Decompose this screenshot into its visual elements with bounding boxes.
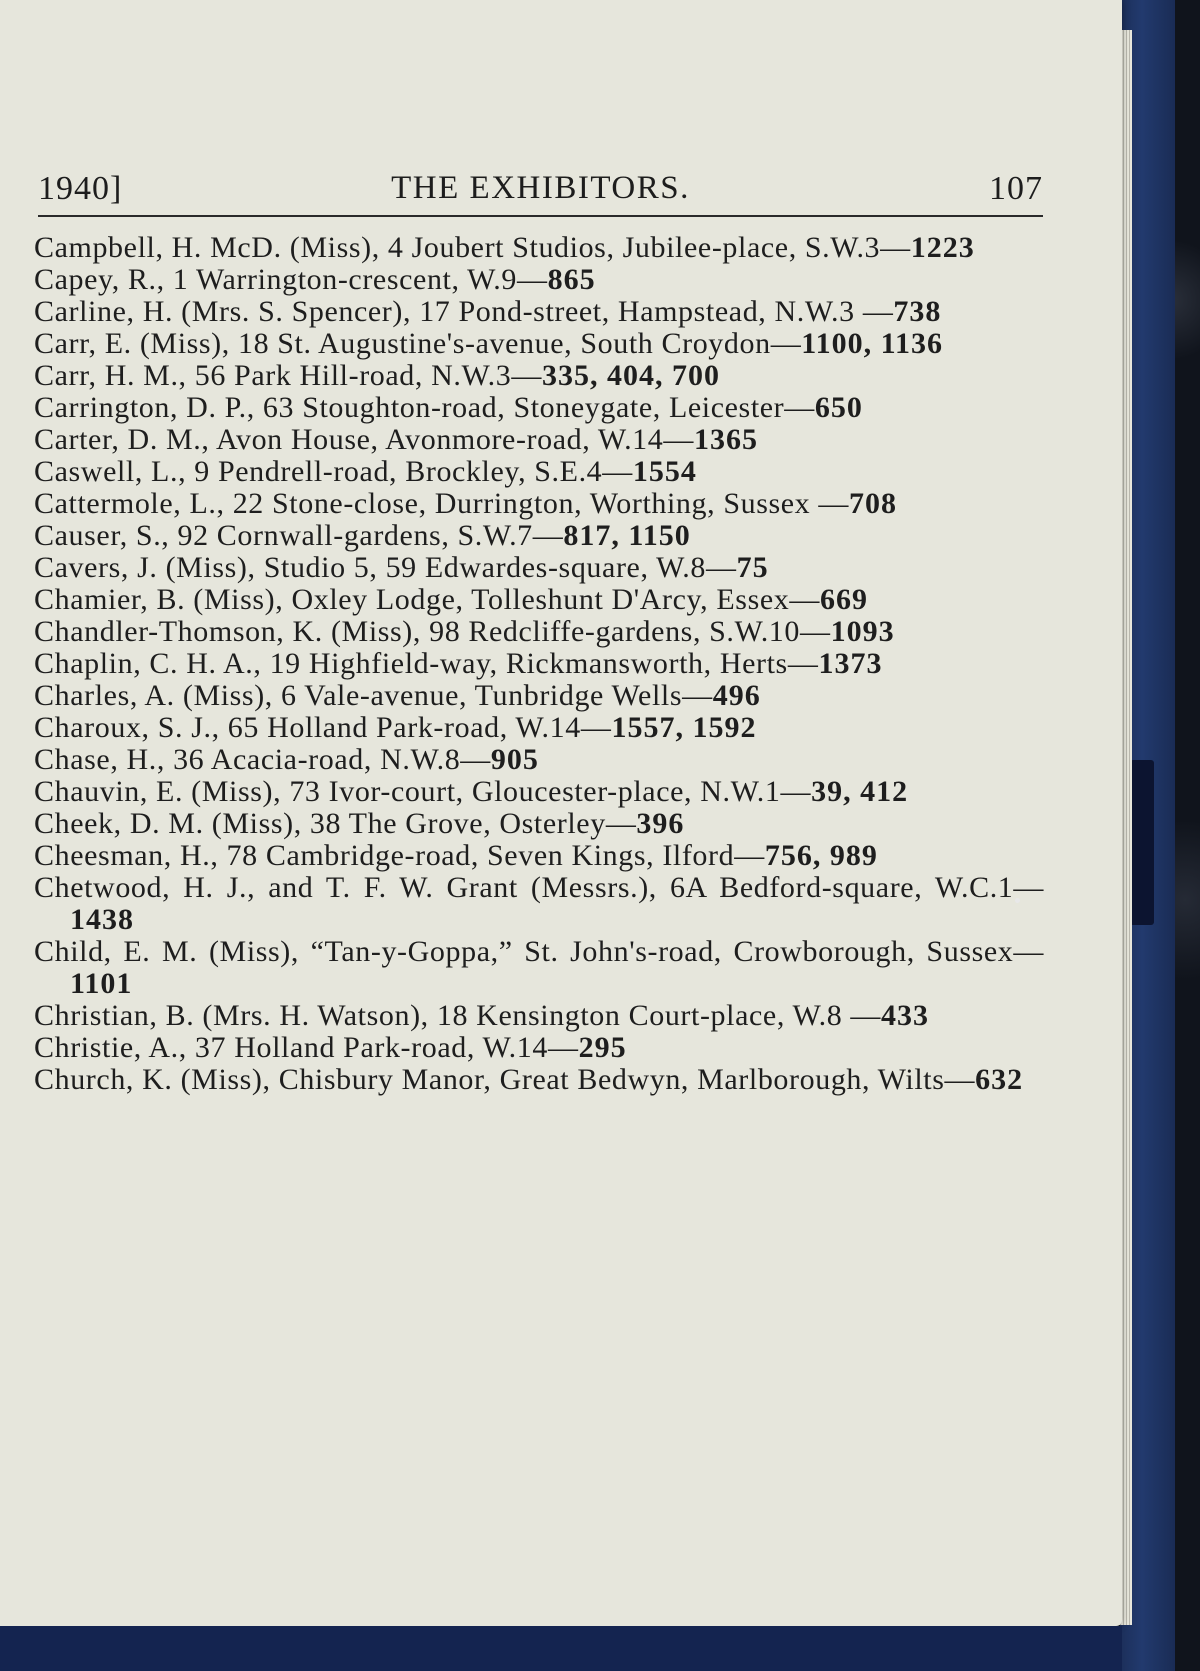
catalogue-numbers: 817, 1150 xyxy=(563,519,691,552)
exhibitor-address: Cheek, D. M. (Miss), 38 The Grove, Osterley— xyxy=(34,807,637,840)
exhibitor-address: Chetwood, H. J., and T. F. W. Grant (Messrs.), 6A Bedford-square, W.C.1— xyxy=(34,871,1044,904)
exhibitor-entry xyxy=(34,840,1044,872)
exhibitor-entry xyxy=(34,424,1044,456)
exhibitor-entry xyxy=(34,520,1044,552)
catalogue-numbers: 1101 xyxy=(70,967,133,1000)
exhibitor-entry xyxy=(34,392,1044,424)
catalogue-numbers: 738 xyxy=(893,295,942,328)
catalogue-numbers: 650 xyxy=(814,391,863,424)
catalogue-numbers: 1093 xyxy=(830,615,895,648)
catalogue-numbers: 496 xyxy=(712,679,761,712)
exhibitor-entry xyxy=(34,872,1044,936)
exhibitor-entry xyxy=(34,680,1044,712)
running-header xyxy=(38,170,1043,214)
header-rule xyxy=(38,215,1043,217)
exhibitor-address: Cattermole, L., 22 Stone-close, Durrington, Worthing, Sussex — xyxy=(34,487,849,520)
exhibitor-address: Christie, A., 37 Holland Park-road, W.14— xyxy=(34,1031,579,1064)
exhibitor-entry xyxy=(34,232,1044,264)
catalogue-numbers: 1557, 1592 xyxy=(611,711,757,744)
catalogue-numbers: 632 xyxy=(975,1063,1024,1096)
exhibitor-address: Carr, E. (Miss), 18 St. Augustine's-avenue, South Croydon— xyxy=(34,327,802,360)
catalogue-numbers: 708 xyxy=(848,487,897,520)
binding-bottom xyxy=(0,1626,1122,1671)
exhibitor-address: Carter, D. M., Avon House, Avonmore-road, W.14— xyxy=(34,423,694,456)
header-title: THE EXHIBITORS. xyxy=(391,170,690,206)
exhibitor-entry xyxy=(34,360,1044,392)
catalogue-numbers: 295 xyxy=(578,1031,627,1064)
exhibitor-entry xyxy=(34,1032,1044,1064)
exhibitor-entry xyxy=(34,456,1044,488)
exhibitor-entry xyxy=(34,584,1044,616)
catalogue-numbers: 756, 989 xyxy=(764,839,878,872)
exhibitor-address: Cheesman, H., 78 Cambridge-road, Seven Kings, Ilford— xyxy=(34,839,765,872)
ribbon-marker xyxy=(1130,760,1154,925)
exhibitor-address: Chaplin, C. H. A., 19 Highfield-way, Rickmansworth, Herts— xyxy=(34,647,819,680)
exhibitor-address: Cavers, J. (Miss), Studio 5, 59 Edwardes-square, W.8— xyxy=(34,551,737,584)
page-number: 107 xyxy=(989,170,1043,207)
catalogue-numbers: 335, 404, 700 xyxy=(541,359,720,392)
exhibitor-address: Chase, H., 36 Acacia-road, N.W.8— xyxy=(34,743,491,776)
exhibitor-entry xyxy=(34,616,1044,648)
exhibitor-address: Chandler-Thomson, K. (Miss), 98 Redcliffe-gardens, S.W.10— xyxy=(34,615,831,648)
catalogue-numbers: 905 xyxy=(490,743,539,776)
exhibitor-address: Carrington, D. P., 63 Stoughton-road, Stoneygate, Leicester— xyxy=(34,391,815,424)
catalogue-numbers: 39, 412 xyxy=(811,775,909,808)
exhibitor-address: Carr, H. M., 56 Park Hill-road, N.W.3— xyxy=(34,359,542,392)
exhibitor-entry xyxy=(34,296,1044,328)
exhibitor-entry xyxy=(34,552,1044,584)
exhibitor-list xyxy=(34,232,1044,1096)
exhibitor-address: Chamier, B. (Miss), Oxley Lodge, Tolleshunt D'Arcy, Essex— xyxy=(34,583,820,616)
exhibitor-entry xyxy=(34,744,1044,776)
exhibitor-address: Campbell, H. McD. (Miss), 4 Joubert Studios, Jubilee-place, S.W.3— xyxy=(34,231,911,264)
catalogue-numbers: 865 xyxy=(547,263,596,296)
exhibitor-address: Child, E. M. (Miss), “Tan-y-Goppa,” St. John's-road, Crowborough, Sussex— xyxy=(34,935,1044,968)
exhibitor-entry xyxy=(34,488,1044,520)
exhibitor-address: Chauvin, E. (Miss), 73 Ivor-court, Gloucester-place, N.W.1— xyxy=(34,775,812,808)
exhibitor-address: Caswell, L., 9 Pendrell-road, Brockley, S.E.4— xyxy=(34,455,633,488)
exhibitor-address: Capey, R., 1 Warrington-crescent, W.9— xyxy=(34,263,548,296)
exhibitor-entry xyxy=(34,808,1044,840)
catalogue-numbers: 1554 xyxy=(632,455,697,488)
catalogue-numbers: 433 xyxy=(881,999,930,1032)
exhibitor-entry xyxy=(34,264,1044,296)
exhibitor-entry xyxy=(34,328,1044,360)
exhibitor-entry xyxy=(34,648,1044,680)
exhibitor-entry xyxy=(34,1000,1044,1032)
header-year: 1940] xyxy=(38,170,123,207)
exhibitor-address: Charoux, S. J., 65 Holland Park-road, W.14— xyxy=(34,711,612,744)
exhibitor-entry xyxy=(34,776,1044,808)
catalogue-numbers: 396 xyxy=(636,807,685,840)
catalogue-numbers: 1365 xyxy=(693,423,758,456)
catalogue-numbers: 669 xyxy=(819,583,868,616)
exhibitor-entry xyxy=(34,936,1044,1000)
exhibitor-address: Causer, S., 92 Cornwall-gardens, S.W.7— xyxy=(34,519,564,552)
exhibitor-entry xyxy=(34,712,1044,744)
catalogue-numbers: 1438 xyxy=(70,903,134,936)
exhibitor-address: Church, K. (Miss), Chisbury Manor, Great Bedwyn, Marlborough, Wilts— xyxy=(34,1063,976,1096)
exhibitor-address: Charles, A. (Miss), 6 Vale-avenue, Tunbridge Wells— xyxy=(34,679,713,712)
exhibitor-entry xyxy=(34,1064,1044,1096)
exhibitor-address: Carline, H. (Mrs. S. Spencer), 17 Pond-street, Hampstead, N.W.3 — xyxy=(34,295,894,328)
catalogue-numbers: 1373 xyxy=(818,647,883,680)
catalogue-numbers: 75 xyxy=(736,551,769,584)
exhibitor-address: Christian, B. (Mrs. H. Watson), 18 Kensington Court-place, W.8 — xyxy=(34,999,882,1032)
catalogue-numbers: 1100, 1136 xyxy=(801,327,943,360)
catalogue-numbers: 1223 xyxy=(910,231,975,264)
